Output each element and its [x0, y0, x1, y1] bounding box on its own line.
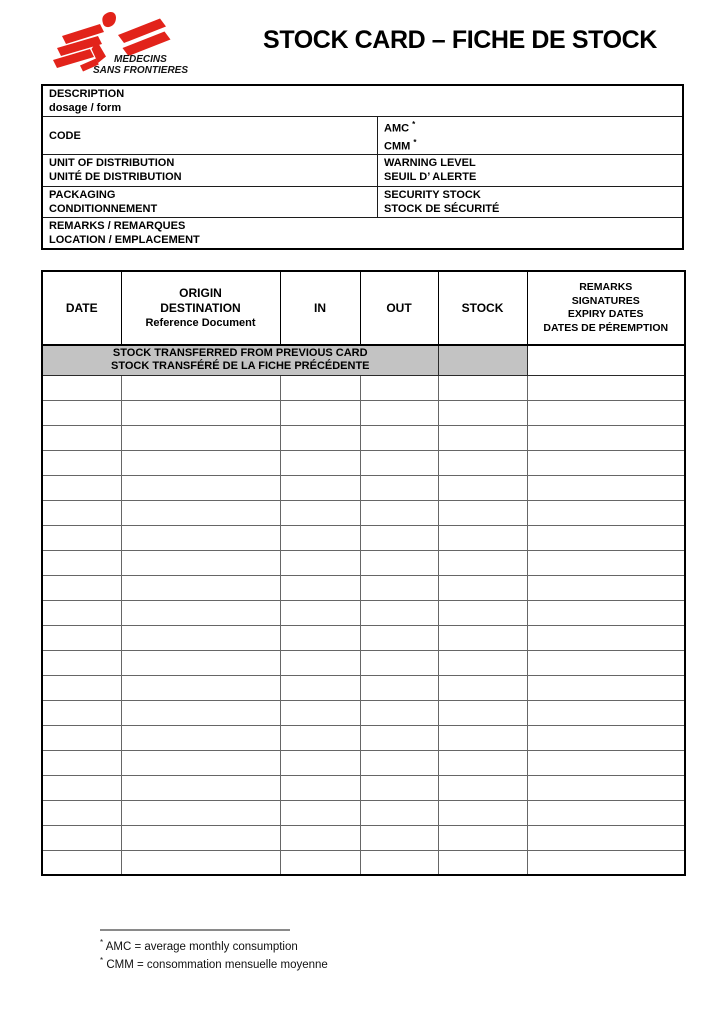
- ledger-cell-empty: [42, 775, 121, 800]
- ledger-cell-empty: [280, 850, 360, 875]
- ledger-cell-empty: [42, 750, 121, 775]
- ledger-cell-empty: [438, 400, 527, 425]
- ledger-cell-empty: [527, 600, 685, 625]
- ledger-empty-rows: [42, 375, 685, 875]
- msf-logo-text-line1: MEDECINS: [114, 54, 167, 65]
- ledger-cell-empty: [280, 675, 360, 700]
- ledger-row: [42, 575, 685, 600]
- col-header-out: [360, 271, 438, 345]
- item-info-table: [41, 84, 684, 250]
- description-label-en: DESCRIPTION: [49, 88, 125, 100]
- footnote-divider: [100, 929, 290, 931]
- ledger-cell-empty: [121, 575, 280, 600]
- ledger-row: [42, 450, 685, 475]
- ledger-cell-empty: [360, 625, 438, 650]
- msf-logo: [50, 11, 208, 75]
- ledger-cell-empty: [121, 800, 280, 825]
- ledger-cell-empty: [527, 800, 685, 825]
- amc-text: AMC: [384, 122, 410, 135]
- ledger-cell-empty: [280, 400, 360, 425]
- ledger-cell-empty: [360, 850, 438, 875]
- ledger-cell-empty: [527, 725, 685, 750]
- footnote-amc: [100, 936, 328, 954]
- ledger-row: [42, 625, 685, 650]
- unit-cell: [43, 155, 377, 186]
- col-header-stock: [438, 271, 527, 345]
- ledger-cell-empty: [280, 825, 360, 850]
- ledger-cell-empty: [121, 675, 280, 700]
- ledger-cell-empty: [527, 375, 685, 400]
- ledger-cell-empty: [280, 425, 360, 450]
- security-stock-cell: [377, 187, 682, 217]
- ledger-cell-empty: [42, 500, 121, 525]
- destination-header-label: DESTINATION: [160, 300, 241, 315]
- ledger-cell-empty: [438, 375, 527, 400]
- footnote-cmm: [100, 954, 328, 972]
- stock-transfer-remarks-cell: [527, 345, 685, 375]
- ledger-row: [42, 675, 685, 700]
- footnote-cmm-marker: *: [100, 955, 104, 965]
- ledger-cell-empty: [280, 550, 360, 575]
- ledger-cell-empty: [360, 750, 438, 775]
- stock-transfer-label-fr: STOCK TRANSFÉRÉ DE LA FICHE PRÉCÉDENTE: [110, 360, 370, 373]
- security-stock-label-fr: STOCK DE SÉCURITÉ: [384, 203, 500, 216]
- ledger-cell-empty: [280, 450, 360, 475]
- ledger-cell-empty: [438, 725, 527, 750]
- date-header-label: DATE: [65, 300, 98, 315]
- ledger-cell-empty: [360, 375, 438, 400]
- ledger-cell-empty: [121, 625, 280, 650]
- out-header-label: OUT: [386, 300, 412, 315]
- ledger-cell-empty: [527, 475, 685, 500]
- stock-transfer-stock-cell: [438, 345, 527, 375]
- packaging-label-en: PACKAGING: [49, 189, 116, 202]
- ledger-cell-empty: [438, 700, 527, 725]
- ledger-cell-empty: [360, 800, 438, 825]
- ledger-cell-empty: [121, 700, 280, 725]
- ledger-cell-empty: [360, 550, 438, 575]
- ledger-row: [42, 550, 685, 575]
- cmm-footnote-marker: *: [413, 137, 417, 147]
- ledger-cell-empty: [438, 825, 527, 850]
- warning-label-en: WARNING LEVEL: [384, 157, 476, 170]
- ledger-transfer-section: [42, 345, 685, 375]
- ledger-cell-empty: [438, 475, 527, 500]
- amc-footnote-marker: *: [412, 120, 416, 129]
- expiry-dates-header-label: EXPIRY DATES: [567, 308, 644, 320]
- ledger-cell-empty: [121, 525, 280, 550]
- stock-transfer-label-en: STOCK TRANSFERRED FROM PREVIOUS CARD: [112, 346, 368, 359]
- ledger-row: [42, 750, 685, 775]
- ledger-cell-empty: [438, 550, 527, 575]
- amc-label: [384, 118, 678, 136]
- ledger-row: [42, 425, 685, 450]
- dates-peremption-header-label: DATES DE PÉREMPTION: [543, 321, 669, 334]
- ledger-cell-empty: [121, 825, 280, 850]
- stock-ledger-table: [41, 270, 686, 876]
- ledger-cell-empty: [360, 650, 438, 675]
- packaging-cell: [43, 187, 377, 217]
- ledger-cell-empty: [121, 450, 280, 475]
- ledger-cell-empty: [527, 425, 685, 450]
- origin-header-label: ORIGIN: [179, 285, 222, 300]
- code-label: CODE: [49, 129, 81, 142]
- info-row-packaging-security: [43, 186, 682, 217]
- ledger-cell-empty: [527, 750, 685, 775]
- col-header-origin-destination: [121, 271, 280, 345]
- ledger-header: [42, 271, 685, 345]
- ledger-cell-empty: [42, 800, 121, 825]
- location-label: LOCATION / EMPLACEMENT: [49, 234, 200, 247]
- ledger-cell-empty: [527, 850, 685, 875]
- ledger-cell-empty: [360, 475, 438, 500]
- ledger-cell-empty: [527, 625, 685, 650]
- ledger-row: [42, 700, 685, 725]
- ledger-cell-empty: [527, 400, 685, 425]
- ledger-row: [42, 600, 685, 625]
- cmm-label: [384, 136, 678, 154]
- reference-document-header-label: Reference Document: [145, 316, 256, 329]
- ledger-cell-empty: [360, 500, 438, 525]
- ledger-cell-empty: [438, 850, 527, 875]
- stock-transfer-row: [42, 345, 685, 375]
- ledger-cell-empty: [121, 850, 280, 875]
- ledger-cell-empty: [527, 500, 685, 525]
- ledger-cell-empty: [42, 375, 121, 400]
- stock-header-label: STOCK: [461, 300, 504, 315]
- ledger-cell-empty: [42, 475, 121, 500]
- ledger-cell-empty: [121, 500, 280, 525]
- ledger-cell-empty: [438, 525, 527, 550]
- ledger-cell-empty: [360, 525, 438, 550]
- ledger-cell-empty: [360, 675, 438, 700]
- info-row-code-amc: [43, 116, 682, 154]
- description-cell: [43, 86, 682, 116]
- ledger-cell-empty: [42, 625, 121, 650]
- ledger-cell-empty: [527, 550, 685, 575]
- ledger-cell-empty: [438, 675, 527, 700]
- ledger-cell-empty: [438, 650, 527, 675]
- ledger-cell-empty: [438, 500, 527, 525]
- ledger-cell-empty: [121, 400, 280, 425]
- ledger-cell-empty: [121, 725, 280, 750]
- ledger-cell-empty: [42, 450, 121, 475]
- ledger-cell-empty: [42, 675, 121, 700]
- ledger-cell-empty: [121, 750, 280, 775]
- ledger-cell-empty: [360, 725, 438, 750]
- ledger-cell-empty: [121, 425, 280, 450]
- ledger-cell-empty: [527, 650, 685, 675]
- ledger-cell-empty: [42, 725, 121, 750]
- ledger-cell-empty: [360, 450, 438, 475]
- stock-transfer-label-cell: [42, 345, 438, 375]
- ledger-cell-empty: [42, 700, 121, 725]
- ledger-cell-empty: [527, 825, 685, 850]
- ledger-cell-empty: [280, 575, 360, 600]
- info-row-remarks: [43, 217, 682, 248]
- ledger-cell-empty: [438, 750, 527, 775]
- ledger-cell-empty: [121, 775, 280, 800]
- ledger-row: [42, 400, 685, 425]
- footnote-amc-text: AMC = average monthly consumption: [105, 940, 298, 953]
- col-header-in: [280, 271, 360, 345]
- code-cell: [43, 117, 377, 154]
- ledger-cell-empty: [280, 800, 360, 825]
- ledger-cell-empty: [527, 700, 685, 725]
- info-row-unit-warning: [43, 154, 682, 186]
- ledger-cell-empty: [360, 575, 438, 600]
- ledger-row: [42, 375, 685, 400]
- ledger-cell-empty: [438, 800, 527, 825]
- ledger-cell-empty: [121, 650, 280, 675]
- col-header-remarks: [527, 271, 685, 345]
- footnote-amc-marker: *: [100, 938, 104, 947]
- ledger-cell-empty: [121, 375, 280, 400]
- amc-cmm-cell: [377, 117, 682, 154]
- ledger-cell-empty: [360, 425, 438, 450]
- ledger-cell-empty: [280, 625, 360, 650]
- ledger-cell-empty: [280, 700, 360, 725]
- remarks-location-cell: [43, 218, 682, 248]
- msf-logo-text-line2: SANS FRONTIERES: [93, 65, 189, 75]
- in-header-label: IN: [314, 300, 326, 315]
- unit-label-fr: UNITÉ DE DISTRIBUTION: [49, 171, 182, 184]
- ledger-row: [42, 650, 685, 675]
- ledger-cell-empty: [360, 700, 438, 725]
- ledger-cell-empty: [438, 625, 527, 650]
- footnotes: [100, 929, 328, 972]
- page-title: STOCK CARD – FICHE DE STOCK: [263, 26, 657, 54]
- description-label-sub: dosage / form: [49, 102, 122, 114]
- col-header-date: [42, 271, 121, 345]
- ledger-row: [42, 725, 685, 750]
- ledger-cell-empty: [438, 775, 527, 800]
- ledger-cell-empty: [42, 425, 121, 450]
- ledger-cell-empty: [527, 450, 685, 475]
- ledger-header-row: [42, 271, 685, 345]
- footnote-cmm-text: CMM = consommation mensuelle moyenne: [106, 958, 328, 971]
- ledger-cell-empty: [42, 550, 121, 575]
- ledger-cell-empty: [121, 600, 280, 625]
- ledger-cell-empty: [438, 450, 527, 475]
- warning-cell: [377, 155, 682, 186]
- ledger-cell-empty: [280, 525, 360, 550]
- ledger-cell-empty: [527, 525, 685, 550]
- ledger-cell-empty: [280, 775, 360, 800]
- ledger-cell-empty: [527, 775, 685, 800]
- ledger-cell-empty: [42, 825, 121, 850]
- ledger-cell-empty: [42, 525, 121, 550]
- cmm-text: CMM: [384, 140, 411, 153]
- ledger-cell-empty: [42, 400, 121, 425]
- ledger-cell-empty: [280, 475, 360, 500]
- ledger-cell-empty: [280, 600, 360, 625]
- ledger-cell-empty: [360, 825, 438, 850]
- ledger-cell-empty: [280, 750, 360, 775]
- ledger-row: [42, 525, 685, 550]
- ledger-cell-empty: [42, 850, 121, 875]
- ledger-cell-empty: [42, 575, 121, 600]
- ledger-cell-empty: [121, 550, 280, 575]
- ledger-row: [42, 475, 685, 500]
- ledger-row: [42, 800, 685, 825]
- ledger-cell-empty: [360, 775, 438, 800]
- ledger-cell-empty: [360, 400, 438, 425]
- security-stock-label-en: SECURITY STOCK: [384, 189, 481, 202]
- packaging-label-fr: CONDITIONNEMENT: [49, 203, 158, 216]
- ledger-cell-empty: [438, 575, 527, 600]
- ledger-cell-empty: [527, 675, 685, 700]
- signatures-header-label: SIGNATURES: [571, 294, 640, 307]
- warning-label-fr: SEUIL D’ ALERTE: [384, 171, 477, 184]
- ledger-cell-empty: [42, 600, 121, 625]
- ledger-row: [42, 775, 685, 800]
- ledger-cell-empty: [438, 600, 527, 625]
- ledger-cell-empty: [121, 475, 280, 500]
- remarks-header-label: REMARKS: [579, 281, 633, 293]
- remarks-label: REMARKS / REMARQUES: [49, 220, 186, 233]
- ledger-row: [42, 825, 685, 850]
- ledger-cell-empty: [280, 725, 360, 750]
- ledger-cell-empty: [42, 650, 121, 675]
- ledger-cell-empty: [360, 600, 438, 625]
- ledger-row: [42, 500, 685, 525]
- ledger-cell-empty: [438, 425, 527, 450]
- ledger-cell-empty: [280, 375, 360, 400]
- info-row-description: [43, 86, 682, 116]
- ledger-row: [42, 850, 685, 875]
- ledger-cell-empty: [280, 650, 360, 675]
- ledger-cell-empty: [527, 575, 685, 600]
- unit-label-en: UNIT OF DISTRIBUTION: [49, 157, 175, 170]
- ledger-cell-empty: [280, 500, 360, 525]
